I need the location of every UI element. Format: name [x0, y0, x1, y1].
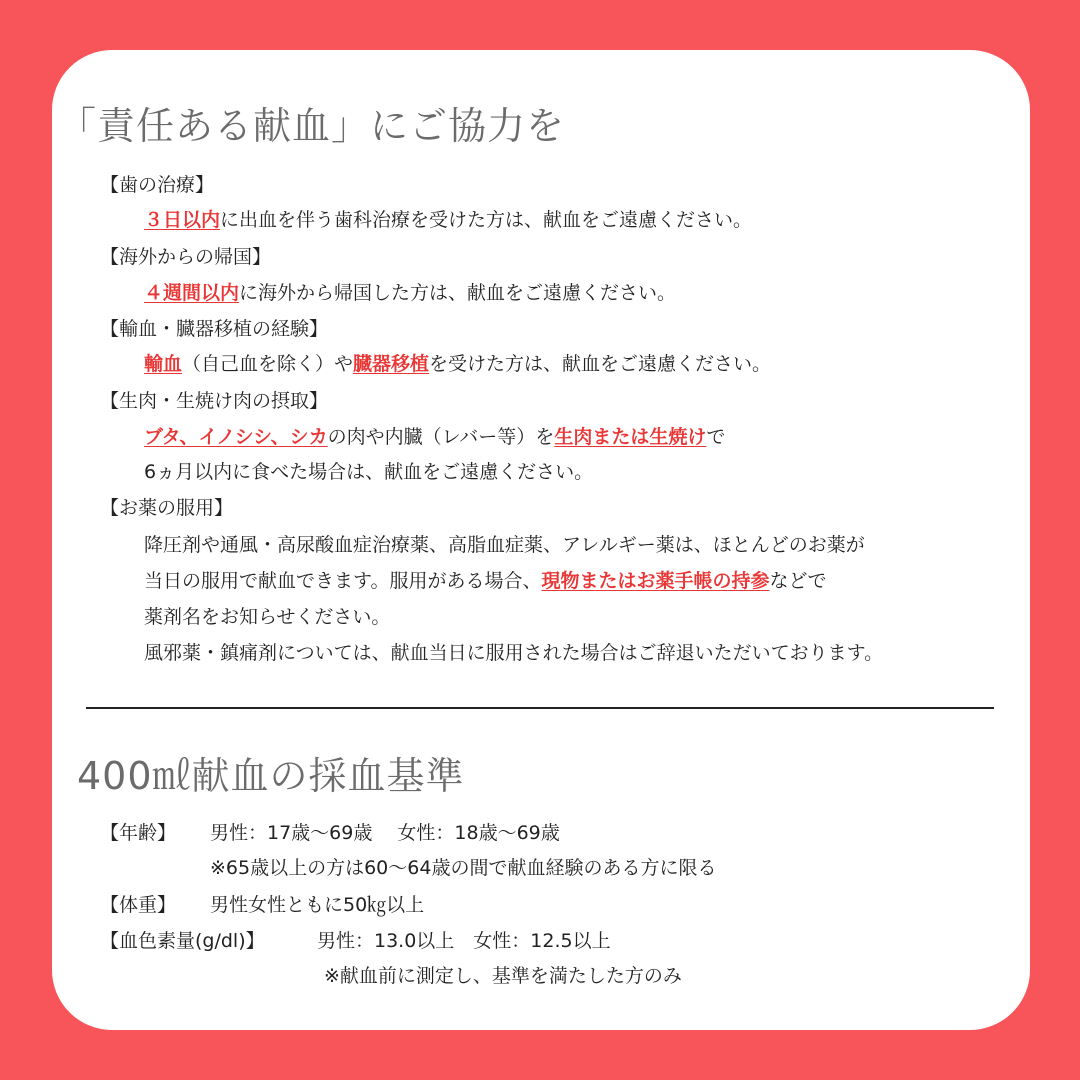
label-weight: 【体重】 — [100, 894, 177, 916]
heading-transfusion: 【輸血・臓器移植の経験】 — [100, 318, 329, 340]
text-medicine-line1: 降圧剤や通風・高尿酸血症治療薬、高脂血症薬、アレルギー薬は、ほとんどのお薬が — [144, 534, 865, 556]
highlight-dental-days: ３日以内 — [144, 209, 221, 231]
text-raw-meat — [144, 428, 725, 447]
text-transfusion-rest: を受けた方は、献血をご遠慮ください。 — [429, 353, 772, 375]
label-hemoglobin: 【血色素量(g/dl)】 — [100, 930, 265, 952]
text-medicine-line4: 風邪薬・鎮痛剤については、献血当日に服用された場合はご辞退いただいております。 — [144, 642, 884, 664]
text-raw-meat-end: で — [706, 426, 726, 448]
value-weight: 男性女性ともに50㎏以上 — [210, 894, 425, 916]
note-hemoglobin: ※献血前に測定し、基準を満たした方のみ — [324, 965, 682, 987]
highlight-raw-or-undercooked: 生肉または生焼け — [554, 426, 707, 448]
text-overseas-rest: に海外から帰国した方は、献血をご遠慮ください。 — [239, 282, 677, 304]
highlight-animals: ブタ、イノシシ、シカ — [144, 426, 328, 448]
label-age: 【年齢】 — [100, 822, 177, 844]
highlight-bring-medicine: 現物またはお薬手帳の持参 — [541, 570, 770, 592]
text-transfusion-mid: （自己血を除く）や — [182, 353, 354, 375]
heading-raw-meat: 【生肉・生焼け肉の摂取】 — [100, 390, 329, 412]
text-dental — [144, 211, 752, 230]
value-age: 男性：17歳～69歳 女性：18歳～69歳 — [210, 822, 560, 844]
section-title-collection-criteria: 400㎖献血の採血基準 — [77, 754, 465, 798]
section-divider — [86, 707, 994, 709]
highlight-organ-transplant: 臓器移植 — [353, 353, 430, 375]
highlight-transfusion: 輸血 — [144, 353, 183, 375]
text-medicine-line2-post: などで — [769, 570, 827, 592]
section-title-responsible-donation: 「責任ある献血」にご協力を — [58, 104, 566, 148]
text-medicine-line3: 薬剤名をお知らせください。 — [144, 606, 391, 628]
note-age: ※65歳以上の方は60～64歳の間で献血経験のある方に限る — [210, 857, 717, 879]
heading-dental: 【歯の治療】 — [100, 174, 215, 196]
text-medicine-line2 — [144, 572, 827, 591]
text-raw-meat-mid: の肉や内臓（レバー等）を — [327, 426, 555, 448]
text-dental-rest: に出血を伴う歯科治療を受けた方は、献血をご遠慮ください。 — [220, 209, 753, 231]
value-hemoglobin: 男性：13.0以上 女性：12.5以上 — [317, 930, 611, 952]
text-transfusion — [144, 355, 771, 374]
text-raw-meat-line2: 6ヵ月以内に食べた場合は、献血をご遠慮ください。 — [144, 461, 594, 483]
text-medicine-line2-pre: 当日の服用で献血できます。服用がある場合、 — [144, 570, 542, 592]
heading-overseas: 【海外からの帰国】 — [100, 246, 272, 268]
highlight-overseas-weeks: ４週間以内 — [144, 282, 240, 304]
text-overseas — [144, 284, 676, 303]
heading-medicine: 【お薬の服用】 — [100, 497, 234, 519]
